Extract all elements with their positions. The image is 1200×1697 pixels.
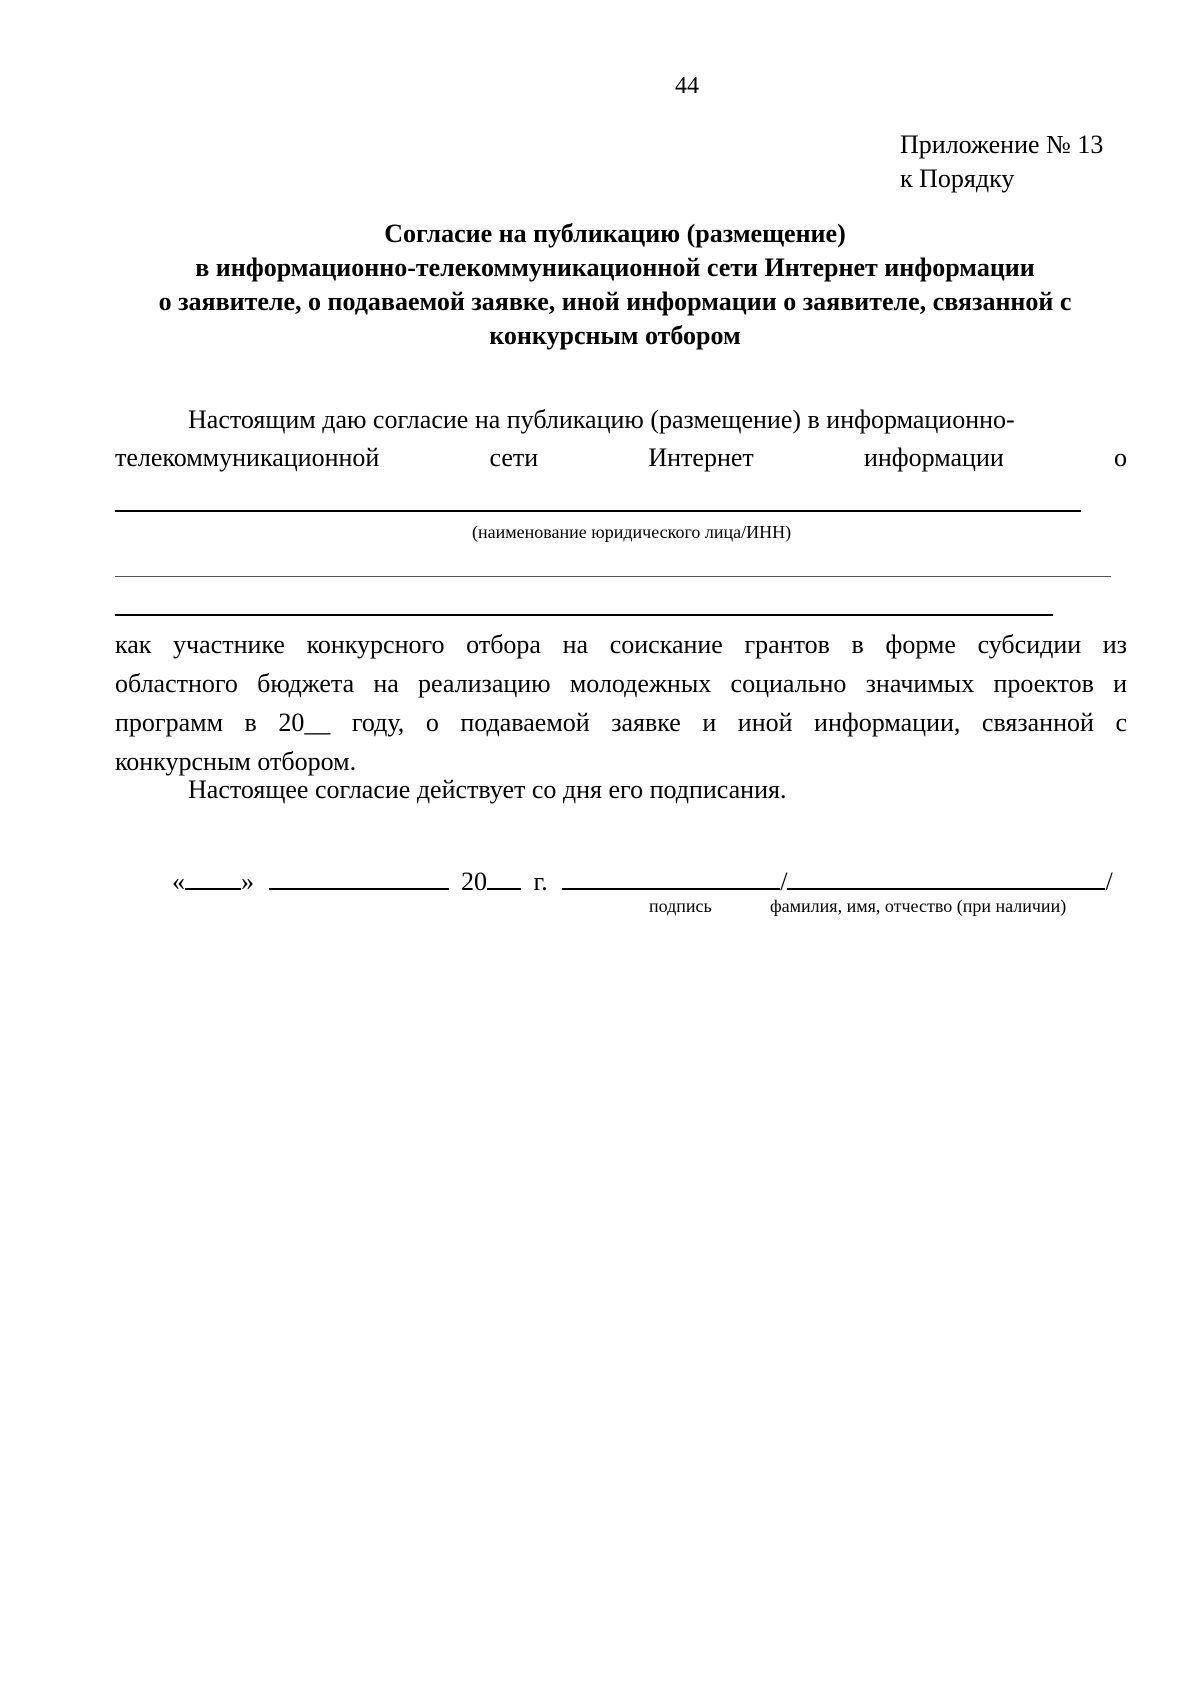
document-title	[100, 217, 1130, 353]
full-name-caption: фамилия, имя, отчество (при наличии)	[770, 896, 1067, 916]
full-name-field[interactable]	[787, 866, 1105, 890]
consent-intro-line-2	[115, 443, 1127, 473]
validity-statement: Настоящее согласие действует со дня его подписания.	[188, 775, 787, 804]
word: о	[1113, 443, 1127, 472]
open-quote: «	[172, 867, 185, 896]
year-suffix: г.	[533, 867, 548, 896]
day-field[interactable]	[185, 866, 241, 890]
year-prefix: 20	[461, 867, 487, 896]
consent-body	[115, 625, 1127, 781]
body-line-2: областного бюджета на реализацию молодежных социально значимых проектов и	[115, 669, 1127, 698]
appendix-number: Приложение № 13	[900, 130, 1104, 159]
organization-name-field[interactable]	[115, 510, 1081, 512]
title-line-2: в информационно-телекоммуникационной сети Интернет информации	[195, 253, 1035, 282]
month-field[interactable]	[269, 866, 449, 890]
organization-name-field-3[interactable]	[115, 614, 1053, 616]
body-line-3: программ в 20__ году, о подаваемой заявке и иной информации, связанной с	[115, 708, 1127, 737]
title-line-1: Согласие на публикацию (размещение)	[384, 219, 846, 248]
organization-name-caption: (наименование юридического лица/ИНН)	[472, 522, 792, 542]
slash-separator: /	[780, 867, 788, 896]
page-number: 44	[675, 73, 699, 99]
signature-field[interactable]	[562, 866, 780, 890]
slash-separator: /	[1105, 867, 1113, 896]
title-line-4: конкурсным отбором	[489, 321, 741, 350]
appendix-order: к Порядку	[900, 164, 1015, 193]
close-quote: »	[241, 867, 254, 896]
body-line-1: как участнике конкурсного отбора на соискание грантов в форме субсидии из	[115, 630, 1127, 659]
word: телекоммуникационной	[115, 443, 380, 472]
word: сети	[489, 443, 539, 472]
title-line-3: о заявителе, о подаваемой заявке, иной информации о заявителе, связанной с	[158, 287, 1072, 316]
appendix-reference	[900, 128, 1103, 196]
date-signature-row	[172, 866, 1113, 897]
word: информации	[863, 443, 1004, 472]
body-line-4: конкурсным отбором.	[115, 747, 357, 776]
signature-caption: подпись	[649, 896, 712, 916]
consent-intro-line: Настоящим даю согласие на публикацию (размещение) в информационно-	[188, 405, 1015, 434]
organization-name-field-2[interactable]	[115, 576, 1111, 577]
word: Интернет	[648, 443, 754, 472]
year-field[interactable]	[487, 866, 521, 890]
